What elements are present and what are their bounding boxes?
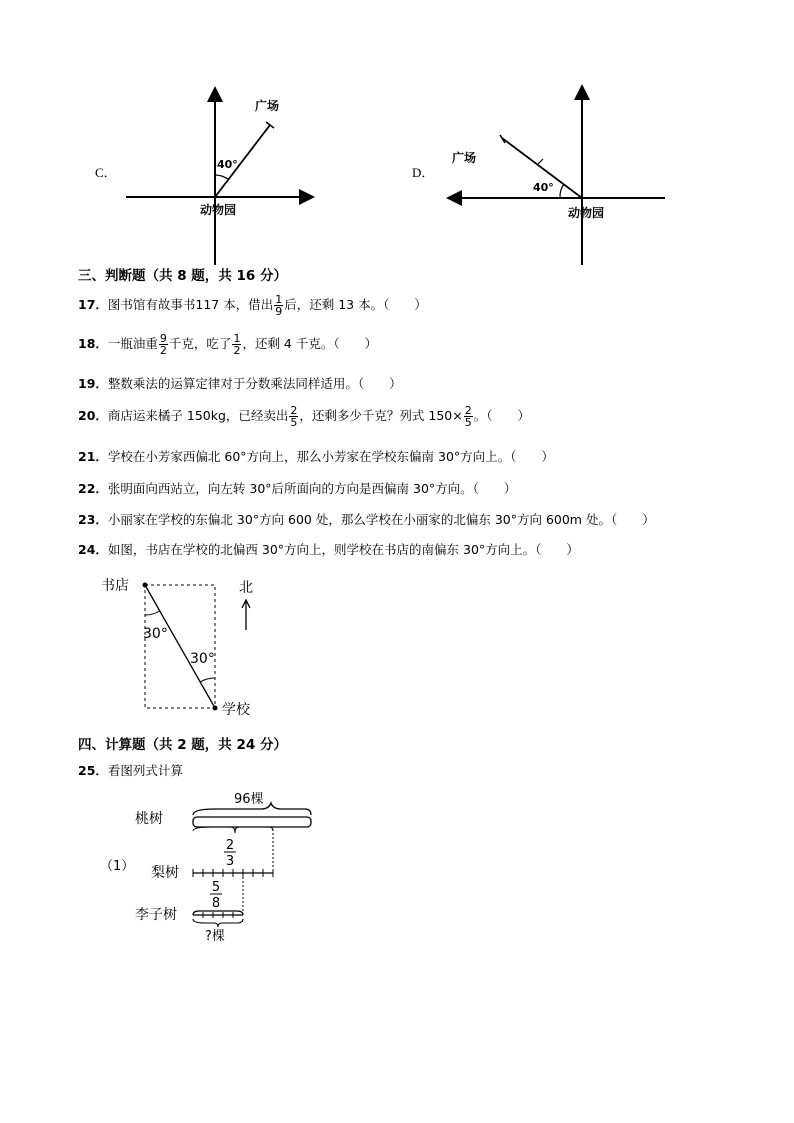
sub-question-label: （1）: [100, 859, 135, 874]
pear-label: 梨树: [151, 865, 179, 881]
angle-arc: [200, 678, 215, 682]
place-label: 广场: [452, 151, 477, 165]
option-c-label: C．: [95, 165, 117, 180]
store-school-line: [145, 585, 215, 708]
question-25-figure: [95, 785, 325, 945]
plum-label: 李子树: [135, 907, 177, 923]
plum-fraction-denominator: 8: [211, 896, 221, 911]
question-20: 20．商店运来橘子 150kg，已经卖出 $\frac{2}{5}$ ，还剩多少千克？列式 150× $\frac{2}{5}$ 。（ ）: [78, 404, 530, 429]
plum-bottom-brace: [193, 919, 243, 927]
angle-arc: [215, 175, 229, 180]
school-label: 学校: [222, 702, 250, 718]
angle-label: 40°: [217, 158, 238, 171]
store-label: 书店: [101, 578, 129, 594]
peach-label: 桃树: [135, 811, 163, 827]
store-point: [143, 583, 148, 588]
option-c-diagram: [118, 80, 328, 265]
fraction: $\frac{2}{5}$: [464, 404, 472, 429]
angle-label: 30°: [143, 626, 168, 642]
angle-arc: [560, 184, 564, 198]
zoo-label: 动物园: [568, 206, 605, 220]
angle-label: 40°: [533, 181, 554, 194]
section-3-title: 三、判断题（共 8 题，共 16 分）: [78, 268, 287, 284]
section-4-title: 四、计算题（共 2 题，共 24 分）: [78, 737, 287, 753]
fraction: $\frac{2}{5}$: [290, 404, 298, 429]
fraction: $\frac{1}{9}$: [275, 293, 283, 318]
question-24: 24．如图，书店在学校的北偏西 30°方向上，则学校在书店的南偏东 30°方向上。（ ）: [78, 542, 579, 557]
plum-fraction-numerator: 5: [211, 880, 221, 895]
angle-label: 30°: [190, 651, 215, 667]
question-21: 21．学校在小芳家西偏北 60°方向上，那么小芳家在学校东偏南 30°方向上。（ ）: [78, 449, 554, 464]
question-18: 18．一瓶油重 $\frac{9}{2}$ 千克，吃了 $\frac{1}{2}$ ，还剩 4 千克。（ ）: [78, 332, 378, 357]
option-d-diagram: [440, 80, 670, 265]
school-point: [213, 706, 218, 711]
fraction: $\frac{9}{2}$: [159, 332, 167, 357]
question-22: 22．张明面向西站立，向左转 30°后所面向的方向是西偏南 30°方向。（ ）: [78, 481, 517, 496]
peach-count: 96棵: [234, 792, 264, 807]
option-d-label: D．: [412, 165, 435, 180]
question-25: 25．看图列式计算: [78, 763, 183, 778]
plum-unknown: ?棵: [205, 929, 225, 944]
question-19: 19．整数乘法的运算定律对于分数乘法同样适用。（ ）: [78, 376, 402, 391]
question-23: 23．小丽家在学校的东偏北 30°方向 600 处，那么学校在小丽家的北偏东 30°方向 600m 处。（ ）: [78, 512, 655, 527]
peach-bar: [193, 817, 311, 827]
zoo-label: 动物园: [200, 203, 237, 217]
pear-fraction-denominator: 3: [225, 854, 235, 869]
pear-fraction-numerator: 2: [225, 838, 235, 853]
angle-arc: [145, 611, 160, 615]
fraction: $\frac{1}{2}$: [233, 332, 241, 357]
question-24-figure: [98, 570, 273, 722]
question-17: 17．图书馆有故事书117 本，借出 $\frac{1}{9}$ 后，还剩 13 本。（ ）: [78, 293, 427, 318]
place-label: 广场: [255, 99, 280, 113]
north-label: 北: [239, 580, 253, 596]
